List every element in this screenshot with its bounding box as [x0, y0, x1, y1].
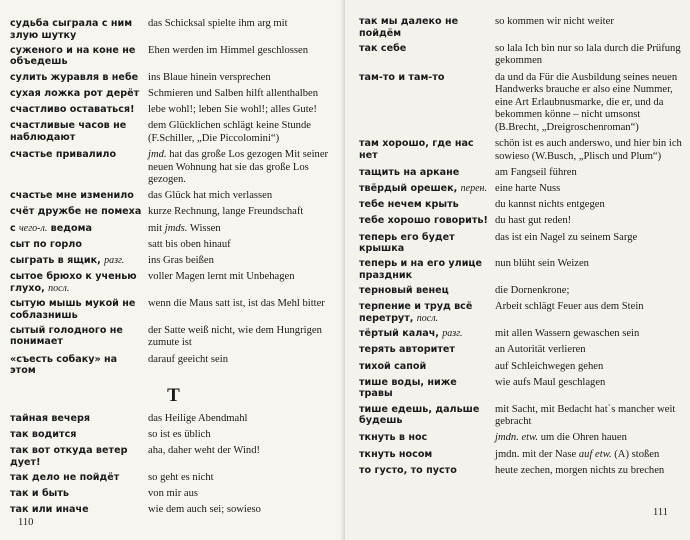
- usage-note: перен.: [460, 183, 487, 195]
- russian-phrase-text: терновый венец: [359, 285, 449, 297]
- russian-phrase: [10, 325, 148, 348]
- german-equivalent: [148, 88, 337, 101]
- russian-phrase: [359, 215, 495, 227]
- page-number-right: 111: [653, 507, 668, 518]
- dictionary-entry: [359, 167, 684, 180]
- russian-phrase-text: тащить на аркане: [359, 166, 460, 178]
- russian-phrase-text: так водится: [10, 428, 77, 440]
- grammar-marker: auf etw.: [578, 448, 612, 460]
- russian-phrase: [359, 199, 495, 211]
- german-equivalent: [495, 199, 684, 212]
- russian-phrase: [10, 504, 148, 516]
- russian-phrase: [359, 449, 495, 461]
- russian-phrase-text: терять авторитет: [359, 344, 455, 356]
- german-equivalent-text: der Satte weiß nicht, wie dem Hungrigen zumute ist: [148, 324, 322, 349]
- russian-phrase: [10, 88, 148, 100]
- russian-phrase: [10, 120, 148, 143]
- russian-phrase: [359, 328, 495, 340]
- german-equivalent: [148, 239, 337, 252]
- dictionary-entry: [359, 72, 684, 135]
- grammar-marker: jmds.: [164, 222, 188, 234]
- russian-phrase-text: так вот откуда ветер дует!: [10, 445, 128, 468]
- russian-phrase-text: ткнуть носом: [359, 448, 433, 460]
- russian-phrase: [10, 104, 148, 116]
- russian-phrase: [10, 223, 148, 235]
- german-equivalent: [148, 445, 337, 458]
- german-equivalent-text: schön ist es auch anderswo, und hier bin ich sowieso (W.Busch, „Plisch und Plum“): [495, 138, 682, 162]
- german-equivalent: [495, 432, 684, 445]
- german-equivalent-text: aha, daher weht der Wind!: [148, 445, 261, 457]
- russian-phrase-text: там-то и там-то: [359, 71, 445, 83]
- german-equivalent: [148, 45, 337, 58]
- german-equivalent: [495, 167, 684, 180]
- russian-phrase: [10, 206, 148, 218]
- german-equivalent: [148, 488, 337, 501]
- german-equivalent-text: satt bis oben hinauf: [148, 238, 231, 250]
- dictionary-entry: [10, 255, 337, 268]
- dictionary-entry: [10, 72, 337, 85]
- russian-phrase: [359, 465, 495, 477]
- german-equivalent-text: ins Gras beißen: [148, 255, 214, 267]
- russian-phrase-text: сыграть в ящик,: [10, 255, 105, 267]
- russian-phrase-text: с: [10, 222, 20, 234]
- russian-phrase: [359, 167, 495, 179]
- russian-phrase-text: тайная вечеря: [10, 412, 91, 424]
- german-equivalent: [495, 285, 684, 298]
- german-equivalent-text: wie dem auch sei; sowieso: [148, 504, 261, 516]
- russian-phrase-text: так дело не пойдёт: [10, 471, 120, 483]
- dictionary-entry: [10, 504, 337, 517]
- russian-phrase-text: сытый голодного не понимает: [10, 324, 123, 348]
- dictionary-entry: [10, 429, 337, 442]
- russian-phrase: [10, 271, 148, 294]
- german-equivalent-text: so geht es nicht: [148, 471, 214, 483]
- german-equivalent-text: da und da Für die Ausbildung seines neuen Handwerks brauche er also eine Nummer, eine Art Erlaubnusmarke, die er, und da bekommen könne – nicht umsonst (B.Brecht, „Dreigroschenroman“): [495, 71, 678, 133]
- dictionary-entry: [10, 239, 337, 252]
- german-equivalent-text: mit allen Wassern gewaschen sein: [495, 328, 640, 340]
- dictionary-entry: [359, 16, 684, 39]
- russian-phrase-text: суженого и на коне не объедешь: [10, 44, 136, 68]
- russian-phrase: [10, 72, 148, 84]
- usage-note: посл.: [48, 282, 70, 294]
- german-equivalent: [495, 183, 684, 196]
- russian-phrase-text: сулить журавля в небе: [10, 71, 139, 83]
- russian-phrase: [359, 258, 495, 281]
- german-equivalent-text: Schmieren und Salben hilft allenthalben: [148, 87, 319, 99]
- dictionary-entry: [10, 104, 337, 117]
- german-equivalent-text: so kommen wir nicht weiter: [495, 16, 614, 27]
- german-equivalent-text: das Glück hat mich verlassen: [148, 190, 273, 202]
- german-equivalent-text: das Schicksal spielte ihm arg mit: [148, 18, 288, 29]
- russian-phrase-text: счастье привалило: [10, 148, 117, 160]
- dictionary-entry: [359, 183, 684, 196]
- russian-phrase: [10, 413, 148, 425]
- russian-phrase-text: сыт по горло: [10, 238, 82, 250]
- german-equivalent-text: am Fangseil führen: [495, 166, 577, 178]
- russian-phrase-text: так и быть: [10, 488, 69, 500]
- dictionary-entry: [359, 432, 684, 445]
- russian-phrase: [359, 43, 495, 55]
- russian-phrase-text: счастливые часов не наблюдают: [10, 120, 127, 143]
- usage-note: разг.: [104, 255, 125, 267]
- russian-phrase-text: сытую мышь мукой не соблазнишь: [10, 298, 136, 321]
- german-equivalent-text: die Dornenkrone;: [495, 285, 570, 297]
- russian-phrase: [359, 138, 495, 161]
- german-equivalent-text: mit Sacht, mit Bedacht hat`s mancher weit gebracht: [495, 403, 676, 428]
- dictionary-entry: [359, 328, 684, 341]
- german-equivalent-text: eine harte Nuss: [495, 183, 561, 195]
- dictionary-entry: [10, 120, 337, 145]
- russian-phrase: [10, 354, 148, 377]
- german-equivalent-text: du hast gut reden!: [495, 215, 572, 227]
- russian-phrase: [10, 488, 148, 500]
- russian-phrase-text: там хорошо, где нас нет: [359, 138, 474, 161]
- german-equivalent-text: lebe wohl!; leben Sie wohl!; alles Gute!: [148, 103, 317, 115]
- german-equivalent: [148, 354, 337, 367]
- german-equivalent-text: wenn die Maus satt ist, ist das Mehl bitter: [148, 298, 325, 309]
- dictionary-entry: [10, 413, 337, 426]
- german-equivalent-text: kurze Rechnung, lange Freundschaft: [148, 206, 304, 218]
- german-equivalent-text: auf Schleichwegen gehen: [495, 360, 604, 372]
- russian-phrase: [359, 16, 495, 39]
- dictionary-entry: [359, 258, 684, 281]
- german-equivalent-text: wie aufs Maul geschlagen: [495, 376, 606, 388]
- german-equivalent: [148, 72, 337, 85]
- german-equivalent: [495, 377, 684, 390]
- russian-phrase-text: так мы далеко не пойдём: [359, 16, 459, 39]
- german-equivalent: [148, 120, 337, 145]
- dictionary-entry: [10, 325, 337, 350]
- russian-phrase: [359, 404, 495, 427]
- german-equivalent: [148, 429, 337, 442]
- russian-phrase: [10, 255, 148, 267]
- dictionary-entry: [10, 354, 337, 377]
- german-equivalent: [495, 465, 684, 478]
- russian-phrase-text: судьба сыграла с ним злую шутку: [10, 18, 133, 41]
- german-equivalent: [495, 301, 684, 314]
- russian-phrase: [359, 232, 495, 255]
- german-equivalent: [148, 413, 337, 426]
- dictionary-entry: [10, 206, 337, 219]
- russian-phrase: [10, 18, 148, 41]
- dictionary-entry: [359, 43, 684, 68]
- russian-phrase-text: тихой сапой: [359, 360, 427, 372]
- german-equivalent-text: mit: [148, 222, 165, 234]
- dictionary-entry: [359, 199, 684, 212]
- russian-phrase-text: так себе: [359, 42, 407, 54]
- russian-phrase: [10, 45, 148, 68]
- russian-phrase-text: ведома: [47, 222, 92, 234]
- dictionary-entry: [10, 298, 337, 321]
- german-equivalent: [495, 43, 684, 68]
- grammar-marker: jmd.: [148, 148, 167, 160]
- russian-phrase: [359, 344, 495, 356]
- russian-phrase: [359, 183, 495, 195]
- german-equivalent-text: das ist ein Nagel zu seinem Sarge: [495, 231, 638, 243]
- dictionary-entry: [359, 465, 684, 478]
- russian-phrase: [359, 301, 495, 324]
- entry-list-t-continued: [359, 16, 684, 477]
- russian-phrase: [359, 377, 495, 400]
- german-equivalent: [495, 138, 684, 163]
- dictionary-entry: [359, 344, 684, 357]
- german-equivalent-text: ins Blaue hinein versprechen: [148, 71, 271, 83]
- russian-phrase: [359, 432, 495, 444]
- german-equivalent: [148, 325, 337, 350]
- german-equivalent: [148, 190, 337, 203]
- russian-phrase-text: тише воды, ниже травы: [359, 376, 457, 400]
- russian-phrase: [10, 239, 148, 251]
- russian-phrase-text: тёртый калач,: [359, 328, 443, 340]
- german-equivalent: [148, 472, 337, 485]
- russian-phrase-text: счастливо оставаться!: [10, 103, 135, 115]
- german-equivalent-text: Arbeit schlägt Feuer aus dem Stein: [495, 301, 644, 313]
- russian-phrase-text: счёт дружбе не помеха: [10, 206, 142, 218]
- dictionary-entry: [10, 271, 337, 294]
- russian-phrase-text: счастье мне изменило: [10, 190, 134, 202]
- dictionary-entry: [10, 445, 337, 468]
- german-equivalent: [495, 449, 684, 462]
- german-equivalent: [148, 149, 337, 187]
- russian-phrase-text: тише едешь, дальше будешь: [359, 403, 480, 427]
- german-equivalent: [495, 328, 684, 341]
- russian-phrase-text: теперь и на его улице праздник: [359, 258, 483, 282]
- russian-phrase-text: терпение и труд всё перетрут,: [359, 301, 473, 324]
- russian-phrase: [10, 429, 148, 441]
- german-equivalent: [148, 206, 337, 219]
- russian-phrase-text: твёрдый орешек,: [359, 183, 461, 195]
- russian-phrase: [10, 298, 148, 321]
- german-equivalent: [495, 215, 684, 228]
- german-equivalent-text: nun blüht sein Weizen: [495, 258, 589, 270]
- usage-note: разг.: [442, 328, 463, 340]
- dictionary-entry: [359, 138, 684, 163]
- russian-phrase-text: «съесть собаку» на этом: [10, 353, 118, 377]
- german-equivalent-text: das Heilige Abendmahl: [148, 412, 248, 424]
- dictionary-entry: [10, 149, 337, 187]
- german-equivalent-text: an Autorität verlieren: [495, 344, 586, 356]
- russian-phrase: [359, 361, 495, 373]
- german-equivalent: [148, 255, 337, 268]
- german-equivalent: [495, 404, 684, 429]
- dictionary-entry: [359, 215, 684, 228]
- german-equivalent-text: darauf geeicht sein: [148, 353, 229, 365]
- dictionary-entry: [359, 301, 684, 324]
- usage-note: посл.: [416, 313, 439, 324]
- russian-phrase: [10, 190, 148, 202]
- russian-phrase-text: тебе нечем крыть: [359, 199, 459, 211]
- dictionary-entry: [10, 488, 337, 501]
- german-equivalent-text: Wissen: [187, 222, 221, 234]
- german-equivalent-text: jmdn. mit der Nase: [495, 448, 579, 460]
- german-equivalent-text: von mir aus: [148, 488, 199, 500]
- russian-phrase-text: так или иначе: [10, 504, 89, 516]
- dictionary-entry: [359, 449, 684, 462]
- page-number-left: 110: [18, 517, 34, 528]
- german-equivalent: [495, 16, 684, 29]
- german-equivalent-text: so lala Ich bin nur so lala durch die Prüfung gekommen: [495, 42, 681, 67]
- dictionary-entry: [10, 88, 337, 101]
- russian-phrase-text: то густо, то пусто: [359, 464, 457, 476]
- russian-phrase-text: сухая ложка рот дерёт: [10, 87, 140, 99]
- section-letter: Т: [167, 384, 180, 406]
- russian-phrase-text: ткнуть в нос: [359, 432, 428, 444]
- russian-phrase: [10, 445, 148, 468]
- german-equivalent: [495, 258, 684, 271]
- dictionary-entry: [10, 190, 337, 203]
- german-equivalent-text: um die Ohren hauen: [538, 432, 627, 444]
- russian-phrase-text: тебе хорошо говорить!: [359, 215, 488, 227]
- dictionary-entry: [359, 285, 684, 298]
- german-equivalent-text: heute zechen, morgen nichts zu brechen: [495, 464, 665, 476]
- german-equivalent: [148, 104, 337, 117]
- german-equivalent-text: du kannst nichts entgegen: [495, 199, 605, 211]
- dictionary-entry: [10, 45, 337, 68]
- german-equivalent: [148, 18, 337, 31]
- right-page: [345, 0, 690, 540]
- dictionary-entry: [359, 377, 684, 400]
- german-equivalent: [148, 223, 337, 236]
- german-equivalent: [148, 298, 337, 311]
- german-equivalent: [495, 232, 684, 245]
- russian-phrase-text: теперь его будет крышка: [359, 231, 455, 255]
- usage-note: чего-л.: [19, 222, 48, 234]
- entry-list-s: [10, 18, 337, 377]
- russian-phrase: [10, 149, 148, 161]
- german-equivalent: [148, 504, 337, 517]
- dictionary-entry: [359, 232, 684, 255]
- russian-phrase-text: сытое брюхо к ученью глухо,: [10, 271, 137, 294]
- entry-list-t: [10, 413, 337, 517]
- german-equivalent-text: voller Magen lernt mit Unbehagen: [148, 271, 295, 283]
- russian-phrase: [359, 72, 495, 84]
- german-equivalent-text: so ist es üblich: [148, 428, 211, 440]
- dictionary-entry: [10, 18, 337, 41]
- german-equivalent-text: (A) stoßen: [611, 448, 660, 460]
- russian-phrase: [10, 472, 148, 484]
- dictionary-entry: [359, 404, 684, 429]
- german-equivalent-text: Ehen werden im Himmel geschlossen: [148, 44, 309, 56]
- german-equivalent: [495, 72, 684, 135]
- grammar-marker: jmdn. etw.: [495, 432, 539, 444]
- dictionary-entry: [10, 472, 337, 485]
- german-equivalent: [495, 361, 684, 374]
- dictionary-entry: [359, 361, 684, 374]
- german-equivalent: [148, 271, 337, 284]
- dictionary-entry: [10, 223, 337, 236]
- german-equivalent-text: hat das große Los gezogen Mit seiner neuen Wohnung hat sie das große Los gezogen.: [148, 148, 329, 186]
- russian-phrase: [359, 285, 495, 297]
- german-equivalent: [495, 344, 684, 357]
- german-equivalent-text: dem Glücklichen schlägt keine Stunde (F.Schiller, „Die Piccolomini“): [148, 120, 311, 144]
